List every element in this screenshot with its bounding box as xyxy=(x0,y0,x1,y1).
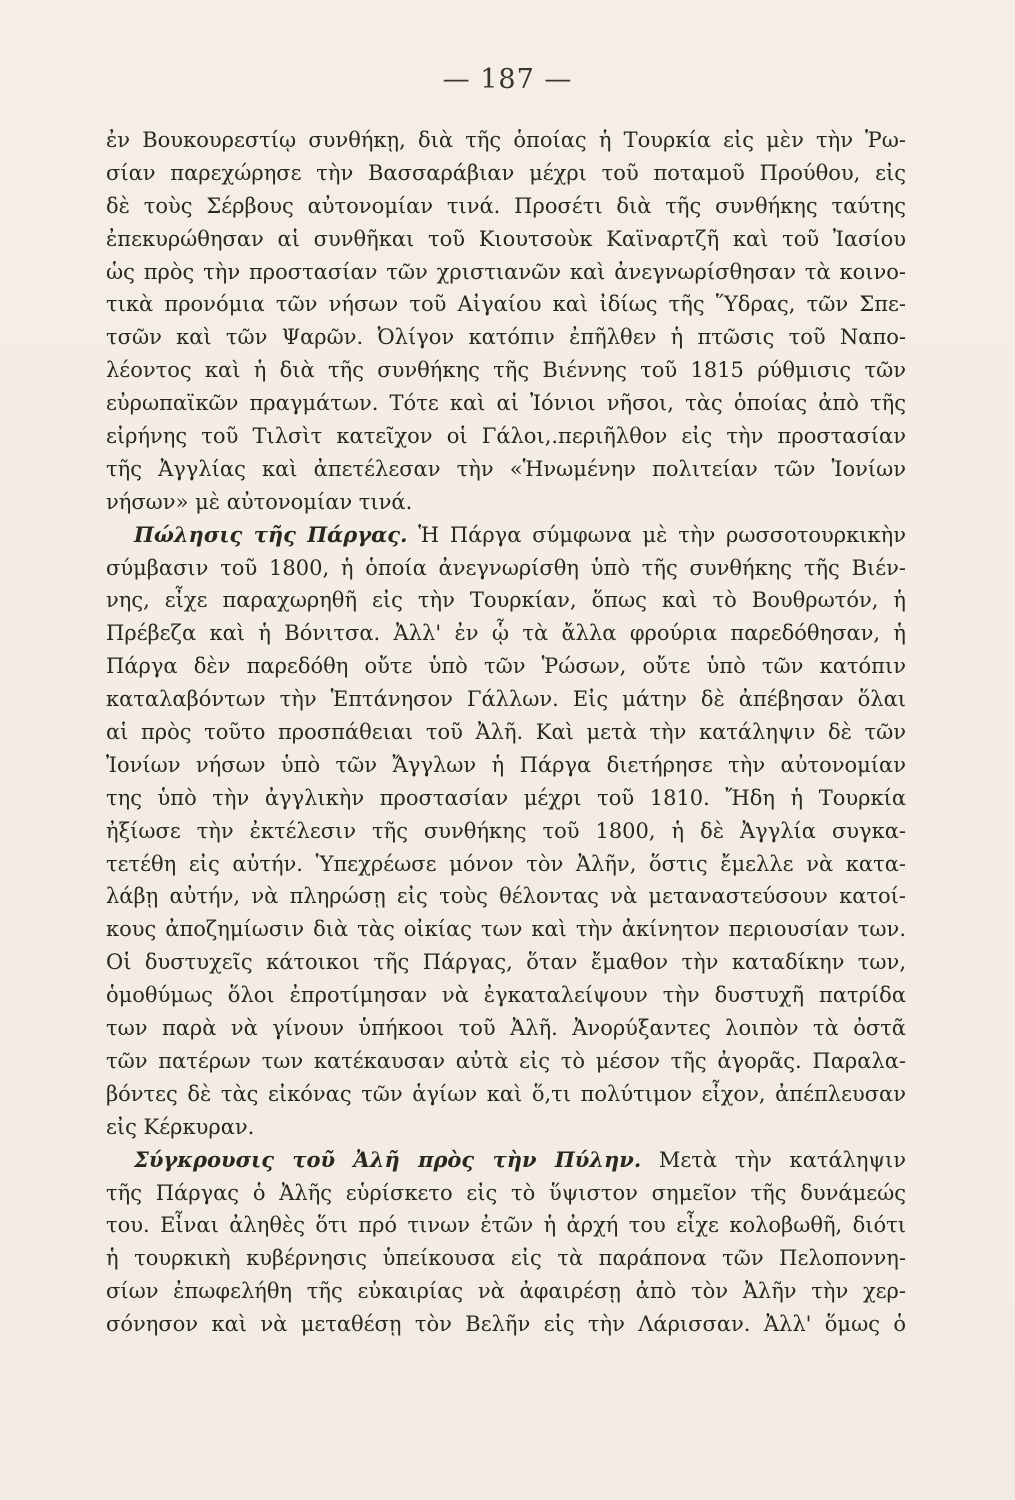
text-line: καταλαβόντων τὴν Ἑπτάνησον Γάλλων. Εἰς μάτην δὲ ἀπέβησαν ὅλαι xyxy=(106,687,906,712)
text-line: βόντες δὲ τὰς εἰκόνας τῶν ἁγίων καὶ ὅ,τι πολύτιμον εἶχον, ἀπέπλευσαν xyxy=(106,1081,906,1106)
text-line: ἐν Βουκουρεστίῳ συνθήκῃ, διὰ τῆς ὁποίας ἡ Τουρκία εἰς μὲν τὴν Ῥω- xyxy=(106,128,906,152)
text-line: ὁμοθύμως ὅλοι ἐπροτίμησαν νὰ ἐγκαταλείψουν τὴν δυστυχῆ πατρίδα xyxy=(106,983,906,1008)
text-line: νης, εἶχε παραχωρηθῆ εἰς τὴν Τουρκίαν, ὅπως καὶ τὸ Βουθρωτόν, ἡ xyxy=(106,588,906,613)
text-line: εὐρωπαϊκῶν πραγμάτων. Τότε καὶ αἱ Ἰόνιοι νῆσοι, τὰς ὁποίας ἀπὸ τῆς xyxy=(106,391,906,416)
text-line: σύμβασιν τοῦ 1800, ἡ ὁποία ἀνεγνωρίσθη ὑπὸ τῆς συνθήκης τῆς Βιέν- xyxy=(106,555,906,580)
section-lead-text: Μετὰ τὴν κατάληψιν xyxy=(658,1147,906,1172)
text-line: εἰρήνης τοῦ Τιλσὶτ κατεῖχον οἱ Γάλοι,.περιῆλθον εἰς τὴν προστασίαν xyxy=(106,424,906,449)
text-line: τῶν πατέρων των κατέκαυσαν αὐτὰ εἰς τὸ μέσον τῆς ἀγορᾶς. Παραλα- xyxy=(106,1048,906,1073)
text-line: της ὑπὸ τὴν ἀγγλικὴν προστασίαν μέχρι τοῦ 1810. Ἤδη ἡ Τουρκία xyxy=(106,785,906,810)
text-line: λάβῃ αὐτήν, νὰ πληρώσῃ εἰς τοὺς θέλοντας νὰ μεταναστεύσουν κατοί- xyxy=(106,884,906,909)
text-line: σίων ἐπωφελήθη τῆς εὐκαιρίας νὰ ἀφαιρέσῃ ἀπὸ τὸν Ἀλῆν τὴν χερ- xyxy=(106,1279,906,1304)
body-text xyxy=(106,124,906,1341)
text-line: Πρέβεζα καὶ ἡ Βόνιτσα. Ἀλλ' ἐν ᾧ τὰ ἄλλα φρούρια παρεδόθησαν, ἡ xyxy=(106,621,906,646)
text-line: σόνησον καὶ νὰ μεταθέσῃ τὸν Βελῆν εἰς τὴν Λάρισσαν. Ἀλλ' ὅμως ὁ xyxy=(106,1312,906,1337)
section-heading-line xyxy=(106,519,906,552)
text-line: ὡς πρὸς τὴν προστασίαν τῶν χριστιανῶν καὶ ἀνεγνωρίσθησαν τὰ κοινο- xyxy=(106,259,906,284)
section-heading-clash: Σύγκρουσις τοῦ Ἀλῆ πρὸς τὴν Πύλην. xyxy=(134,1146,642,1172)
text-line: σίαν παρεχώρησε τὴν Βασσαράβιαν μέχρι τοῦ ποταμοῦ Προύθου, εἰς xyxy=(106,160,906,185)
text-line: εἰς Κέρκυραν. xyxy=(106,1114,255,1139)
section-heading-parga: Πώλησις τῆς Πάργας. xyxy=(134,521,408,547)
text-line: ἡ τουρκικὴ κυβέρνησις ὑπείκουσα εἰς τὰ παράπονα τῶν Πελοποννη- xyxy=(106,1246,906,1271)
text-line: δὲ τοὺς Σέρβους αὐτονομίαν τινά. Προσέτι διὰ τῆς συνθήκης ταύτης xyxy=(106,193,906,218)
text-line: λέοντος καὶ ἡ διὰ τῆς συνθήκης τῆς Βιέννης τοῦ 1815 ρύθμισις τῶν xyxy=(106,358,906,383)
text-line: των παρὰ νὰ γίνουν ὑπήκοοι τοῦ Ἀλῆ. Ἀνορύξαντες λοιπὸν τὰ ὀστᾶ xyxy=(106,1016,906,1041)
text-line: Πάργα δὲν παρεδόθη οὔτε ὑπὸ τῶν Ῥώσων, οὔτε ὑπὸ τῶν κατόπιν xyxy=(106,654,906,679)
section-heading-line xyxy=(106,1144,906,1177)
text-line: τῆς Ἀγγλίας καὶ ἀπετέλεσαν τὴν «Ἡνωμένην πολιτείαν τῶν Ἰονίων xyxy=(106,456,906,481)
text-line: τσῶν καὶ τῶν Ψαρῶν. Ὀλίγον κατόπιν ἐπῆλθεν ἡ πτῶσις τοῦ Ναπο- xyxy=(106,325,906,350)
text-line: κους ἀποζημίωσιν διὰ τὰς οἰκίας των καὶ τὴν ἀκίνητον περιουσίαν των. xyxy=(106,917,906,942)
text-line: Οἱ δυστυχεῖς κάτοικοι τῆς Πάργας, ὅταν ἔμαθον τὴν καταδίκην των, xyxy=(106,950,906,975)
page-number: — 187 — xyxy=(442,64,573,95)
text-line: ἠξίωσε τὴν ἐκτέλεσιν τῆς συνθήκης τοῦ 1800, ἡ δὲ Ἀγγλία συγκα- xyxy=(106,818,906,843)
text-line: τετέθη εἰς αὐτήν. Ὑπεχρέωσε μόνον τὸν Ἀλῆν, ὅστις ἔμελλε νὰ κατα- xyxy=(106,851,906,876)
text-line: τικὰ προνόμια τῶν νήσων τοῦ Αἰγαίου καὶ ἰδίως τῆς Ὕδρας, τῶν Σπε- xyxy=(106,292,906,317)
text-line: αἱ πρὸς τοῦτο προσπάθειαι τοῦ Ἀλῆ. Καὶ μετὰ τὴν κατάληψιν δὲ τῶν xyxy=(106,720,906,745)
text-line: νήσων» μὲ αὐτονομίαν τινά. xyxy=(106,489,413,514)
text-line: Ἰονίων νήσων ὑπὸ τῶν Ἄγγλων ἡ Πάργα διετήρησε τὴν αὐτονομίαν xyxy=(106,752,906,777)
text-line: τῆς Πάργας ὁ Ἀλῆς εὑρίσκετο εἰς τὸ ὕψιστον σημεῖον τῆς δυνάμεώς xyxy=(106,1180,906,1205)
text-line: ἐπεκυρώθησαν αἱ συνθῆκαι τοῦ Κιουτσοὺκ Καϊναρτζῆ καὶ τοῦ Ἰασίου xyxy=(106,226,906,251)
text-line: του. Εἶναι ἀληθὲς ὅτι πρό τινων ἐτῶν ἡ ἀρχή του εἶχε κολοβωθῆ, διότι xyxy=(106,1213,906,1238)
section-lead-text: Ἡ Πάργα σύμφωνα μὲ τὴν ρωσσοτουρκικὴν xyxy=(418,522,906,547)
